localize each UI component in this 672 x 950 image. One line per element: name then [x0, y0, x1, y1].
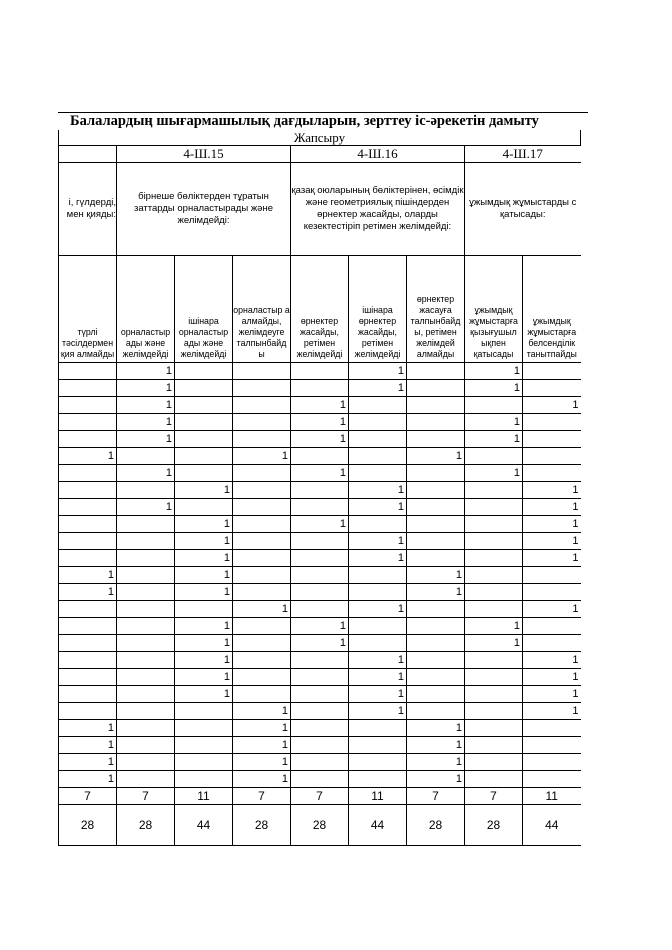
table-cell — [233, 584, 291, 601]
table-cell — [407, 465, 465, 482]
table-cell — [59, 669, 117, 686]
table-cell — [117, 686, 175, 703]
table-row — [59, 567, 581, 584]
table-cell: 1 — [117, 465, 175, 482]
table-cell — [117, 703, 175, 720]
table-cell: 1 — [175, 635, 233, 652]
table-cell — [349, 737, 407, 754]
table-cell: 1 — [233, 448, 291, 465]
total-cell: 7 — [465, 788, 523, 805]
table-cell — [233, 465, 291, 482]
table-cell: 1 — [523, 652, 581, 669]
total-cell: 7 — [407, 788, 465, 805]
table-cell — [233, 499, 291, 516]
table-cell — [465, 533, 523, 550]
table-row — [59, 720, 581, 737]
table-row — [59, 754, 581, 771]
table-cell — [59, 516, 117, 533]
table-cell: 1 — [523, 703, 581, 720]
table-cell — [233, 686, 291, 703]
table-row — [59, 465, 581, 482]
table-row — [59, 550, 581, 567]
table-cell — [291, 754, 349, 771]
table-cell — [59, 635, 117, 652]
table-cell — [407, 635, 465, 652]
table-cell: 1 — [465, 414, 523, 431]
percent-cell: 28 — [59, 805, 117, 846]
table-cell: 1 — [233, 720, 291, 737]
table-cell — [59, 601, 117, 618]
table-cell: 1 — [349, 482, 407, 499]
table-row — [59, 669, 581, 686]
table-cell — [175, 737, 233, 754]
table-cell: 1 — [291, 516, 349, 533]
table-cell — [117, 584, 175, 601]
code-4-sh-17: 4-Ш.17 — [465, 146, 581, 163]
table-cell — [465, 584, 523, 601]
table-cell: 1 — [233, 601, 291, 618]
table-cell: 1 — [117, 499, 175, 516]
table-cell: 1 — [291, 431, 349, 448]
total-cell: 7 — [59, 788, 117, 805]
table-cell — [175, 771, 233, 788]
table-cell: 1 — [117, 397, 175, 414]
table-cell — [117, 482, 175, 499]
table-cell: 1 — [523, 499, 581, 516]
table-cell — [407, 550, 465, 567]
table-cell — [175, 465, 233, 482]
subheader-row — [59, 256, 581, 363]
table-row — [59, 618, 581, 635]
table-cell — [407, 363, 465, 380]
table-cell: 1 — [291, 414, 349, 431]
table-cell — [117, 720, 175, 737]
table-cell: 1 — [291, 635, 349, 652]
page-title: Балалардың шығармашылық дағдыларын, зерттеу іс-әрекетін дамыту — [70, 113, 539, 129]
table-cell — [465, 737, 523, 754]
table-cell — [59, 703, 117, 720]
table-cell: 1 — [291, 397, 349, 414]
table-cell: 1 — [117, 380, 175, 397]
skills-table — [58, 130, 581, 846]
table-cell — [523, 635, 581, 652]
table-cell: 1 — [233, 754, 291, 771]
table-cell — [349, 635, 407, 652]
table-cell — [349, 754, 407, 771]
table-cell: 1 — [59, 448, 117, 465]
table-cell: 1 — [59, 720, 117, 737]
table-cell: 1 — [349, 686, 407, 703]
table-cell — [291, 720, 349, 737]
table-cell — [407, 601, 465, 618]
table-cell — [291, 703, 349, 720]
table-cell: 1 — [233, 737, 291, 754]
table-cell: 1 — [523, 533, 581, 550]
percent-cell: 28 — [291, 805, 349, 846]
table-cell — [349, 584, 407, 601]
table-cell — [523, 380, 581, 397]
table-cell: 1 — [523, 686, 581, 703]
table-cell: 1 — [59, 567, 117, 584]
table-cell — [117, 567, 175, 584]
table-cell: 1 — [175, 533, 233, 550]
table-cell — [465, 720, 523, 737]
table-cell: 1 — [349, 652, 407, 669]
table-cell — [349, 618, 407, 635]
table-cell — [175, 720, 233, 737]
table-cell: 1 — [523, 601, 581, 618]
table-cell — [175, 431, 233, 448]
table-cell: 1 — [465, 465, 523, 482]
table-cell — [291, 652, 349, 669]
table-cell — [291, 669, 349, 686]
table-cell — [117, 448, 175, 465]
table-cell — [59, 618, 117, 635]
table-cell: 1 — [175, 567, 233, 584]
table-cell: 1 — [175, 516, 233, 533]
table-cell — [59, 499, 117, 516]
table-cell — [291, 601, 349, 618]
table-cell: 1 — [349, 550, 407, 567]
description-4-sh-17: ұжымдық жұмыстарды с қатысады: — [465, 163, 581, 256]
table-cell — [349, 720, 407, 737]
table-cell — [117, 737, 175, 754]
code-empty — [59, 146, 117, 163]
table-cell — [407, 618, 465, 635]
table-cell: 1 — [175, 618, 233, 635]
table-cell — [465, 448, 523, 465]
table-cell — [233, 550, 291, 567]
table-cell — [291, 448, 349, 465]
table-cell — [59, 380, 117, 397]
table-row — [59, 686, 581, 703]
column-header: орналастыр а алмайды, желімдеуге талпынбайд ы — [233, 256, 291, 363]
table-cell — [175, 448, 233, 465]
table-cell — [407, 669, 465, 686]
table-cell: 1 — [523, 516, 581, 533]
table-row — [59, 516, 581, 533]
table-cell — [59, 414, 117, 431]
table-cell — [407, 482, 465, 499]
description-4-sh-15: бірнеше бөліктерден тұратын заттарды орналастырады және желімдейді: — [117, 163, 291, 256]
table-cell — [465, 601, 523, 618]
table-cell — [349, 414, 407, 431]
table-cell — [465, 516, 523, 533]
table-cell — [175, 397, 233, 414]
table-row — [59, 380, 581, 397]
table-cell — [233, 482, 291, 499]
table-cell — [117, 618, 175, 635]
table-cell — [349, 465, 407, 482]
description-4-sh-16: қазақ оюларының бөліктерінен, өсімдік және геометриялық пішіндерден өрнектер жасайды, оларды кезектестіріп ретімен желімдейді: — [291, 163, 465, 256]
table-cell — [59, 482, 117, 499]
table-cell: 1 — [349, 601, 407, 618]
table-cell — [523, 720, 581, 737]
table-cell: 1 — [407, 584, 465, 601]
table-row — [59, 703, 581, 720]
table-cell — [465, 499, 523, 516]
table-cell — [291, 550, 349, 567]
table-cell — [523, 737, 581, 754]
table-cell — [59, 363, 117, 380]
table-cell — [523, 567, 581, 584]
table-cell — [349, 771, 407, 788]
table-cell — [291, 533, 349, 550]
table-cell: 1 — [349, 380, 407, 397]
table-row — [59, 635, 581, 652]
percent-cell: 28 — [465, 805, 523, 846]
table-cell — [117, 516, 175, 533]
table-cell: 1 — [175, 652, 233, 669]
table-cell: 1 — [407, 737, 465, 754]
table-cell — [117, 550, 175, 567]
table-cell — [233, 431, 291, 448]
table-cell — [407, 397, 465, 414]
table-cell — [407, 499, 465, 516]
table-row — [59, 448, 581, 465]
table-cell — [349, 567, 407, 584]
table-cell — [465, 482, 523, 499]
table-cell: 1 — [291, 618, 349, 635]
code-4-sh-16: 4-Ш.16 — [291, 146, 465, 163]
table-cell: 1 — [465, 363, 523, 380]
total-cell: 7 — [233, 788, 291, 805]
table-cell: 1 — [407, 754, 465, 771]
table-cell: 1 — [175, 669, 233, 686]
column-header: орналастыр ады және желімдейді — [117, 256, 175, 363]
table-cell — [233, 533, 291, 550]
table-cell — [465, 771, 523, 788]
code-4-sh-15: 4-Ш.15 — [117, 146, 291, 163]
percent-cell: 28 — [233, 805, 291, 846]
table-cell — [291, 567, 349, 584]
table-cell — [407, 703, 465, 720]
table-cell: 1 — [175, 686, 233, 703]
table-cell — [233, 363, 291, 380]
table-cell: 1 — [175, 550, 233, 567]
table-cell: 1 — [523, 397, 581, 414]
table-cell — [117, 635, 175, 652]
table-cell — [59, 431, 117, 448]
table-cell — [291, 482, 349, 499]
table-cell: 1 — [407, 448, 465, 465]
table-row — [59, 533, 581, 550]
table-cell — [407, 380, 465, 397]
table-cell — [349, 431, 407, 448]
total-cell: 11 — [175, 788, 233, 805]
column-header: ішінара орналастыр ады және желімдейді — [175, 256, 233, 363]
table-row — [59, 601, 581, 618]
table-cell — [523, 448, 581, 465]
column-header: ұжымдық жұмыстарға қызығушыл ықпен қатысады — [465, 256, 523, 363]
table-cell — [233, 635, 291, 652]
table-cell — [117, 601, 175, 618]
table-cell — [59, 397, 117, 414]
total-cell: 11 — [349, 788, 407, 805]
table-cell: 1 — [117, 414, 175, 431]
table-cell — [233, 652, 291, 669]
table-cell — [465, 686, 523, 703]
table-cell — [523, 414, 581, 431]
table-cell — [465, 550, 523, 567]
table-row — [59, 771, 581, 788]
table-cell — [349, 397, 407, 414]
table-cell — [175, 754, 233, 771]
table-cell — [233, 567, 291, 584]
column-header: ұжымдық жұмыстарға белсенділік танытпайды — [523, 256, 581, 363]
percent-cell: 44 — [175, 805, 233, 846]
table-cell — [465, 703, 523, 720]
table-cell: 1 — [233, 703, 291, 720]
table-cell: 1 — [523, 550, 581, 567]
table-cell — [291, 737, 349, 754]
percent-cell: 44 — [349, 805, 407, 846]
column-header: түрлі тәсілдермен қия алмайды — [59, 256, 117, 363]
totals-row — [59, 788, 581, 805]
table-cell — [523, 584, 581, 601]
table-cell — [117, 771, 175, 788]
description-left: і, гүлдерді, мен қияды: — [59, 163, 117, 256]
table-cell — [59, 652, 117, 669]
table-cell — [233, 380, 291, 397]
table-cell — [175, 703, 233, 720]
table-cell: 1 — [523, 482, 581, 499]
table-cell — [465, 754, 523, 771]
table-cell — [291, 363, 349, 380]
percent-cell: 44 — [523, 805, 581, 846]
column-header: өрнектер жасауға талпынбайд ы, ретімен желімдей алмайды — [407, 256, 465, 363]
table-cell — [175, 380, 233, 397]
table-cell — [175, 601, 233, 618]
table-row — [59, 499, 581, 516]
table-cell: 1 — [59, 584, 117, 601]
table-cell — [523, 431, 581, 448]
table-cell: 1 — [117, 431, 175, 448]
table-cell — [59, 533, 117, 550]
table-cell: 1 — [59, 754, 117, 771]
table-cell — [291, 771, 349, 788]
table-cell — [523, 618, 581, 635]
table-row — [59, 414, 581, 431]
table-cell: 1 — [349, 703, 407, 720]
percent-row — [59, 805, 581, 846]
table-cell — [349, 516, 407, 533]
table-cell — [291, 380, 349, 397]
table-cell — [349, 448, 407, 465]
table-cell — [291, 584, 349, 601]
section-title: Жапсыру — [59, 130, 581, 146]
table-cell — [523, 363, 581, 380]
table-cell — [59, 465, 117, 482]
table-cell — [465, 669, 523, 686]
table-cell — [117, 652, 175, 669]
table-cell — [117, 754, 175, 771]
table-cell — [175, 363, 233, 380]
table-cell: 1 — [117, 363, 175, 380]
table-cell: 1 — [523, 669, 581, 686]
table-cell — [523, 754, 581, 771]
table-cell — [175, 499, 233, 516]
table-row — [59, 431, 581, 448]
table-cell — [407, 431, 465, 448]
table-cell: 1 — [233, 771, 291, 788]
table-cell: 1 — [407, 771, 465, 788]
table-cell: 1 — [349, 499, 407, 516]
table-cell — [523, 465, 581, 482]
table-cell — [407, 652, 465, 669]
total-cell: 7 — [117, 788, 175, 805]
table-cell — [233, 414, 291, 431]
table-row — [59, 737, 581, 754]
table-cell — [175, 414, 233, 431]
table-cell — [523, 771, 581, 788]
table-cell: 1 — [465, 380, 523, 397]
table-cell: 1 — [175, 584, 233, 601]
percent-cell: 28 — [117, 805, 175, 846]
table-row — [59, 363, 581, 380]
table-cell: 1 — [349, 363, 407, 380]
total-cell: 11 — [523, 788, 581, 805]
percent-cell: 28 — [407, 805, 465, 846]
table-cell — [291, 499, 349, 516]
table-cell — [465, 652, 523, 669]
table-cell — [291, 686, 349, 703]
table-cell: 1 — [465, 618, 523, 635]
table-cell — [407, 516, 465, 533]
table-row — [59, 584, 581, 601]
table-cell: 1 — [465, 431, 523, 448]
table-cell — [117, 533, 175, 550]
table-cell: 1 — [407, 720, 465, 737]
table-row — [59, 652, 581, 669]
table-cell — [407, 686, 465, 703]
table-cell — [59, 550, 117, 567]
table-cell — [117, 669, 175, 686]
table-cell: 1 — [175, 482, 233, 499]
column-header: өрнектер жасайды, ретімен желімдейді — [291, 256, 349, 363]
table-cell: 1 — [465, 635, 523, 652]
table-cell: 1 — [349, 533, 407, 550]
table-cell — [233, 516, 291, 533]
table-cell — [233, 397, 291, 414]
table-cell — [59, 686, 117, 703]
table-cell — [465, 567, 523, 584]
table-cell — [465, 397, 523, 414]
column-header: ішінара өрнектер жасайды, ретімен желімдейді — [349, 256, 407, 363]
table-row — [59, 482, 581, 499]
table-cell: 1 — [407, 567, 465, 584]
table-cell: 1 — [59, 771, 117, 788]
table-cell — [233, 669, 291, 686]
table-cell: 1 — [291, 465, 349, 482]
table-cell: 1 — [349, 669, 407, 686]
total-cell: 7 — [291, 788, 349, 805]
table-row — [59, 397, 581, 414]
table-cell — [407, 414, 465, 431]
table-cell — [233, 618, 291, 635]
table-cell — [407, 533, 465, 550]
table-cell: 1 — [59, 737, 117, 754]
